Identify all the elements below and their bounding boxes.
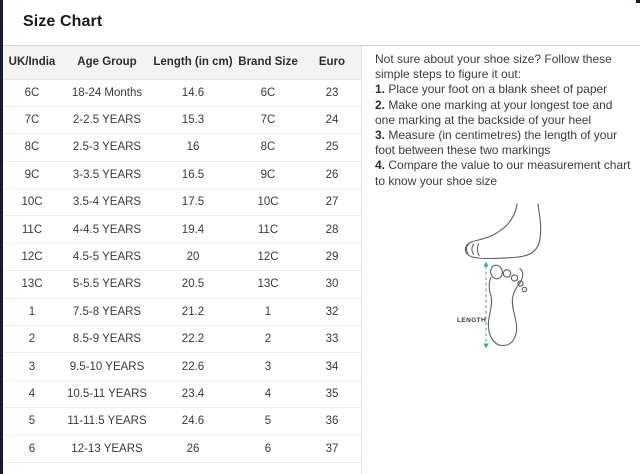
length-measure-line	[483, 262, 488, 349]
table-row	[3, 353, 361, 380]
table-cell: 2	[233, 326, 303, 353]
table-row	[3, 408, 361, 435]
table-cell: 6	[233, 435, 303, 462]
table-row	[3, 243, 361, 270]
table-cell: 28	[303, 216, 361, 243]
table-cell: 11C	[233, 216, 303, 243]
step-number: 1.	[375, 82, 386, 97]
table-cell: 10C	[233, 189, 303, 216]
table-cell: 11C	[3, 216, 61, 243]
table-cell: 5	[3, 408, 61, 435]
table-cell: 21.2	[153, 298, 233, 325]
table-cell: 22.2	[153, 326, 233, 353]
instruction-step: 3. Measure (in centimetres) the length of your foot between these two markings	[375, 128, 618, 158]
instruction-step: 2. Make one marking at your longest toe and one marking at the backside of your heel	[375, 97, 613, 127]
size-table-body	[3, 79, 361, 462]
table-cell: 34	[303, 353, 361, 380]
table-cell: 6	[3, 435, 61, 462]
table-row	[3, 216, 361, 243]
table-cell: 10C	[3, 189, 61, 216]
table-cell: 4-4.5 YEARS	[61, 216, 153, 243]
table-header-row	[3, 46, 361, 79]
table-row	[3, 79, 361, 106]
vertical-divider	[361, 46, 362, 474]
table-row	[3, 380, 361, 407]
table-header-cell: Length (in cm)	[153, 46, 233, 79]
table-cell: 17.5	[153, 189, 233, 216]
page-left-edge	[0, 0, 3, 474]
table-cell: 4	[233, 380, 303, 407]
foot-measurement-illustration	[430, 192, 562, 360]
table-cell: 3-3.5 YEARS	[61, 161, 153, 188]
step-number: 3.	[375, 128, 386, 143]
table-cell: 5-5.5 YEARS	[61, 271, 153, 298]
table-cell: 4.5-5 YEARS	[61, 243, 153, 270]
table-cell: 13C	[3, 271, 61, 298]
foot-side-icon	[465, 204, 540, 259]
table-cell: 3	[233, 353, 303, 380]
table-cell: 3.5-4 YEARS	[61, 189, 153, 216]
table-cell: 18-24 Months	[61, 79, 153, 106]
table-cell: 27	[303, 189, 361, 216]
table-header-cell: Age Group	[61, 46, 153, 79]
step-number: 2.	[375, 97, 386, 112]
page-title: Size Chart	[23, 13, 103, 30]
table-row	[3, 326, 361, 353]
table-cell: 20	[153, 243, 233, 270]
instruction-step: 4. Compare the value to our measurement chart to know your shoe size	[375, 158, 631, 188]
table-header-cell: Euro	[303, 46, 361, 79]
table-cell: 12-13 YEARS	[61, 435, 153, 462]
size-chart-table-area	[3, 46, 361, 463]
table-cell: 37	[303, 435, 361, 462]
table-cell: 6C	[3, 79, 61, 106]
table-row	[3, 134, 361, 161]
table-cell: 12C	[233, 243, 303, 270]
table-cell: 4	[3, 380, 61, 407]
table-cell: 2-2.5 YEARS	[61, 106, 153, 133]
table-row	[3, 298, 361, 325]
table-cell: 11-11.5 YEARS	[61, 408, 153, 435]
table-cell: 36	[303, 408, 361, 435]
table-cell: 15.3	[153, 106, 233, 133]
table-header-cell: UK/India	[3, 46, 61, 79]
table-row	[3, 435, 361, 462]
table-cell: 25	[303, 134, 361, 161]
table-row	[3, 271, 361, 298]
table-cell: 1	[233, 298, 303, 325]
table-cell: 24.6	[153, 408, 233, 435]
table-cell: 23	[303, 79, 361, 106]
table-cell: 33	[303, 326, 361, 353]
table-cell: 19.4	[153, 216, 233, 243]
table-cell: 8C	[3, 134, 61, 161]
table-cell: 20.5	[153, 271, 233, 298]
instruction-step: 1. Place your foot on a blank sheet of paper	[375, 82, 608, 97]
table-cell: 5	[233, 408, 303, 435]
table-cell: 29	[303, 243, 361, 270]
table-cell: 30	[303, 271, 361, 298]
instructions-steps	[375, 82, 634, 188]
table-cell: 9.5-10 YEARS	[61, 353, 153, 380]
step-number: 4.	[375, 158, 386, 173]
table-row	[3, 161, 361, 188]
table-cell: 3	[3, 353, 61, 380]
length-label: LENGTH	[457, 317, 487, 324]
table-cell: 13C	[233, 271, 303, 298]
table-cell: 8.5-9 YEARS	[61, 326, 153, 353]
table-cell: 26	[153, 435, 233, 462]
size-chart-table	[3, 46, 361, 463]
table-cell: 2	[3, 326, 61, 353]
table-cell: 24	[303, 106, 361, 133]
table-cell: 6C	[233, 79, 303, 106]
instructions-panel	[375, 52, 634, 189]
table-cell: 9C	[3, 161, 61, 188]
table-cell: 8C	[233, 134, 303, 161]
table-cell: 1	[3, 298, 61, 325]
foot-sole-icon	[488, 264, 526, 345]
table-cell: 14.6	[153, 79, 233, 106]
table-cell: 22.6	[153, 353, 233, 380]
table-cell: 26	[303, 161, 361, 188]
table-cell: 16	[153, 134, 233, 161]
table-cell: 10.5-11 YEARS	[61, 380, 153, 407]
instructions-intro: Not sure about your shoe size? Follow these simple steps to figure it out:	[375, 52, 612, 82]
table-cell: 16.5	[153, 161, 233, 188]
table-cell: 7.5-8 YEARS	[61, 298, 153, 325]
table-cell: 2.5-3 YEARS	[61, 134, 153, 161]
table-row	[3, 106, 361, 133]
table-cell: 35	[303, 380, 361, 407]
table-row	[3, 189, 361, 216]
table-cell: 23.4	[153, 380, 233, 407]
page-corner-mark	[636, 0, 640, 3]
table-cell: 32	[303, 298, 361, 325]
table-cell: 9C	[233, 161, 303, 188]
table-header-cell: Brand Size	[233, 46, 303, 79]
table-cell: 7C	[3, 106, 61, 133]
table-cell: 7C	[233, 106, 303, 133]
table-cell: 12C	[3, 243, 61, 270]
